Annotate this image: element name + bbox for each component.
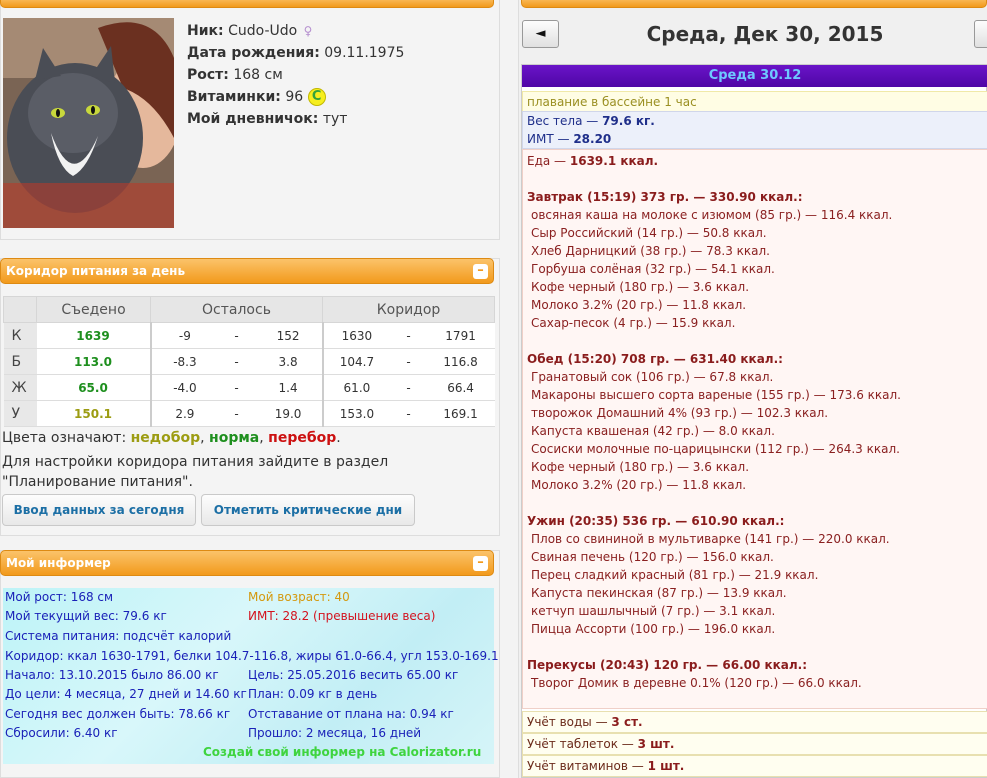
height-row — [187, 64, 404, 86]
table-row — [4, 401, 495, 427]
table-row — [4, 323, 495, 349]
day-title: Среда, Дек 30, 2015 — [646, 22, 884, 46]
diary-label: Мой дневничок: — [187, 111, 319, 127]
nick-value[interactable]: Cudo-Udo — [228, 23, 298, 39]
diary-row — [187, 108, 404, 130]
row-label: Ж — [4, 375, 37, 401]
weight-label: Вес тела — — [527, 114, 599, 128]
list-item: Капуста квашеная (42 гр.) — 8.0 ккал. — [531, 424, 775, 438]
nick-row — [187, 20, 404, 42]
food-label: Еда — — [527, 154, 567, 168]
informer-lost: Сбросили: 6.40 кг — [5, 726, 118, 740]
avatar-photo — [3, 18, 174, 228]
informer-bmi: ИМТ: 28.2 (превышение веса) — [248, 609, 436, 623]
dash: - — [218, 323, 254, 349]
list-item: Горбуша солёная (32 гр.) — 54.1 ккал. — [531, 262, 775, 276]
list-item: Кофе черный (180 гр.) — 3.6 ккал. — [531, 280, 750, 294]
informer-promo-link[interactable]: Создай свой информер на Calorizator.ru — [203, 745, 482, 759]
legend-over: перебор — [268, 430, 337, 446]
corridor-min: 61.0 — [323, 375, 391, 401]
day-panel-header — [521, 0, 987, 8]
remaining-max: 19.0 — [255, 401, 323, 427]
list-item: Кофе черный (180 гр.) — 3.6 ккал. — [531, 460, 750, 474]
bmi-value: 28.20 — [573, 132, 612, 146]
snacks-title: Перекусы (20:43) 120 гр. — 66.00 ккал.: — [527, 658, 808, 672]
remaining-min: -8.3 — [151, 349, 219, 375]
lunch-title: Обед (15:20) 708 гр. — 631.40 ккал.: — [527, 352, 783, 366]
corridor-table — [3, 296, 495, 427]
pills-counter[interactable] — [522, 733, 987, 755]
corridor-panel-header[interactable] — [0, 258, 494, 284]
informer-behind: Отставание от плана на: 0.94 кг — [248, 707, 454, 721]
breakfast-header — [527, 188, 803, 206]
lunch-header — [527, 350, 783, 368]
informer-to-goal: До цели: 4 месяца, 27 дней и 14.60 кг — [5, 687, 247, 701]
dash: - — [390, 375, 426, 401]
vitamins-counter-value: 1 шт. — [647, 759, 685, 773]
header-corridor: Коридор — [323, 297, 495, 323]
mark-critical-days-button[interactable]: Отметить критические дни — [201, 494, 415, 526]
corridor-min: 153.0 — [323, 401, 391, 427]
informer-plan: План: 0.09 кг в день — [248, 687, 378, 701]
remaining-max: 152 — [255, 323, 323, 349]
weight-value: 79.6 кг. — [602, 114, 655, 128]
list-item: Плов со свининой в мультиварке (141 гр.) — 220.0 ккал. — [531, 532, 890, 546]
female-icon: ♀ — [303, 24, 313, 38]
eaten-cell: 65.0 — [37, 375, 151, 401]
color-legend: Цвета означают: недобор, норма, перебор. — [2, 430, 341, 446]
weight-entry[interactable] — [522, 111, 987, 149]
informer-weight: Мой текущий вес: 79.6 кг — [5, 609, 167, 623]
legend-prefix: Цвета означают: — [2, 430, 127, 446]
informer-corridor: Коридор: ккал 1630-1791, белки 104.7-116.8, жиры 61.0-66.4, угл 153.0-169.1 — [5, 649, 499, 663]
dinner-header — [527, 512, 784, 530]
legend-norm: норма — [209, 430, 260, 446]
informer-start: Начало: 13.10.2015 было 86.00 кг — [5, 668, 219, 682]
avatar[interactable] — [3, 18, 174, 228]
list-item: Хлеб Дарницкий (38 гр.) — 78.3 ккал. — [531, 244, 770, 258]
breakfast-title: Завтрак (15:19) 373 гр. — 330.90 ккал.: — [527, 190, 803, 204]
dash: - — [218, 375, 254, 401]
day-diary — [521, 64, 987, 778]
pills-value: 3 шт. — [637, 737, 675, 751]
corridor-min: 104.7 — [323, 349, 391, 375]
corridor-header-row — [4, 297, 495, 323]
list-item: Гранатовый сок (106 гр.) — 67.8 ккал. — [531, 370, 774, 384]
informer-panel-header[interactable] — [0, 550, 494, 576]
enter-today-data-button[interactable]: Ввод данных за сегодня — [2, 494, 196, 526]
water-value: 3 ст. — [611, 715, 643, 729]
list-item: Молоко 3.2% (20 гр.) — 11.8 ккал. — [531, 298, 747, 312]
water-label: Учёт воды — — [527, 715, 608, 729]
corridor-panel-title: Коридор питания за день — [6, 264, 186, 278]
row-label: К — [4, 323, 37, 349]
remaining-min: -9 — [151, 323, 219, 349]
list-item: Перец сладкий красный (81 гр.) — 21.9 ккал. — [531, 568, 819, 582]
remaining-max: 3.8 — [255, 349, 323, 375]
eaten-cell: 150.1 — [37, 401, 151, 427]
list-item: кетчуп шашлычный (7 гр.) — 3.1 ккал. — [531, 604, 776, 618]
legend-under: недобор — [130, 430, 201, 446]
dash: - — [390, 349, 426, 375]
informer-age: Мой возраст: 40 — [248, 590, 350, 604]
corridor-max: 116.8 — [427, 349, 495, 375]
eaten-cell: 1639 — [37, 323, 151, 349]
diary-day-header: Среда 30.12 — [522, 65, 987, 87]
birth-label: Дата рождения: — [187, 45, 320, 61]
remaining-min: 2.9 — [151, 401, 219, 427]
informer-height: Мой рост: 168 см — [5, 590, 114, 604]
food-entry[interactable] — [522, 149, 987, 709]
vitamins-counter-label: Учёт витаминов — — [527, 759, 644, 773]
weight-line — [527, 112, 987, 130]
vitamins-label: Витаминки: — [187, 89, 281, 105]
activity-entry[interactable]: плавание в бассейне 1 час — [522, 91, 987, 113]
dash: - — [390, 401, 426, 427]
bmi-line — [527, 130, 987, 148]
next-day-button[interactable] — [974, 20, 987, 48]
list-item: овсяная каша на молоке с изюмом (85 гр.) — 116.4 ккал. — [531, 208, 893, 222]
vitamins-row — [187, 86, 404, 108]
profile-panel-header — [0, 0, 494, 8]
informer-today-weight: Сегодня вес должен быть: 78.66 кг — [5, 707, 231, 721]
list-item: Сосиски молочные по-царицынски (112 гр.) — 264.3 ккал. — [531, 442, 900, 456]
dash: - — [218, 401, 254, 427]
dinner-title: Ужин (20:35) 536 гр. — 610.90 ккал.: — [527, 514, 785, 528]
header-eaten: Съедено — [37, 297, 151, 323]
informer-widget[interactable] — [3, 588, 499, 764]
food-total — [527, 152, 658, 170]
table-row — [4, 349, 495, 375]
height-label: Рост: — [187, 67, 229, 83]
snacks-header — [527, 656, 807, 674]
pills-label: Учёт таблеток — — [527, 737, 634, 751]
list-item: творожок Домашний 4% (93 гр.) — 102.3 ккал. — [531, 406, 829, 420]
dash: - — [390, 323, 426, 349]
bmi-label: ИМТ — — [527, 132, 570, 146]
water-counter[interactable] — [522, 711, 987, 733]
corridor-max: 66.4 — [427, 375, 495, 401]
list-item: Пицца Ассорти (100 гр.) — 196.0 ккал. — [531, 622, 776, 636]
remaining-min: -4.0 — [151, 375, 219, 401]
remaining-max: 1.4 — [255, 375, 323, 401]
diary-link[interactable]: тут — [322, 111, 348, 127]
height-value: 168 см — [233, 67, 283, 83]
food-value: 1639.1 ккал. — [569, 154, 659, 168]
collapse-informer-button[interactable]: – — [473, 556, 488, 571]
prev-day-button[interactable]: ◄ — [522, 20, 559, 48]
table-row — [4, 375, 495, 401]
corridor-header-blank — [4, 297, 37, 323]
list-item: Свиная печень (120 гр.) — 156.0 ккал. — [531, 550, 774, 564]
corridor-max: 1791 — [427, 323, 495, 349]
list-item: Молоко 3.2% (20 гр.) — 11.8 ккал. — [531, 478, 747, 492]
corridor-max: 169.1 — [427, 401, 495, 427]
list-item: Творог Домик в деревне 0.1% (120 гр.) — 66.0 ккал. — [531, 676, 862, 690]
vitamins-counter[interactable] — [522, 755, 987, 777]
header-remaining: Осталось — [151, 297, 323, 323]
list-item: Макароны высшего сорта вареные (155 гр.) — 173.6 ккал. — [531, 388, 901, 402]
row-label: У — [4, 401, 37, 427]
informer-system: Система питания: подсчёт калорий — [5, 629, 232, 643]
collapse-corridor-button[interactable]: – — [473, 264, 488, 279]
settings-hint: Для настройки коридора питания зайдите в раздел "Планирование питания". — [2, 454, 389, 490]
list-item: Капуста пекинская (87 гр.) — 13.9 ккал. — [531, 586, 787, 600]
vitamin-c-icon: C — [308, 88, 326, 106]
dash: - — [218, 349, 254, 375]
corridor-min: 1630 — [323, 323, 391, 349]
nick-label: Ник: — [187, 23, 224, 39]
row-label: Б — [4, 349, 37, 375]
list-item: Сахар-песок (4 гр.) — 15.9 ккал. — [531, 316, 736, 330]
informer-goal: Цель: 25.05.2016 весить 65.00 кг — [248, 668, 459, 682]
birth-row — [187, 42, 404, 64]
birth-value: 09.11.1975 — [324, 45, 405, 61]
profile-info — [187, 20, 404, 130]
informer-panel-title: Мой информер — [6, 556, 111, 570]
list-item: Сыр Российский (14 гр.) — 50.8 ккал. — [531, 226, 767, 240]
informer-passed: Прошло: 2 месяца, 16 дней — [248, 726, 422, 740]
eaten-cell: 113.0 — [37, 349, 151, 375]
vitamins-value: 96 — [285, 89, 304, 105]
